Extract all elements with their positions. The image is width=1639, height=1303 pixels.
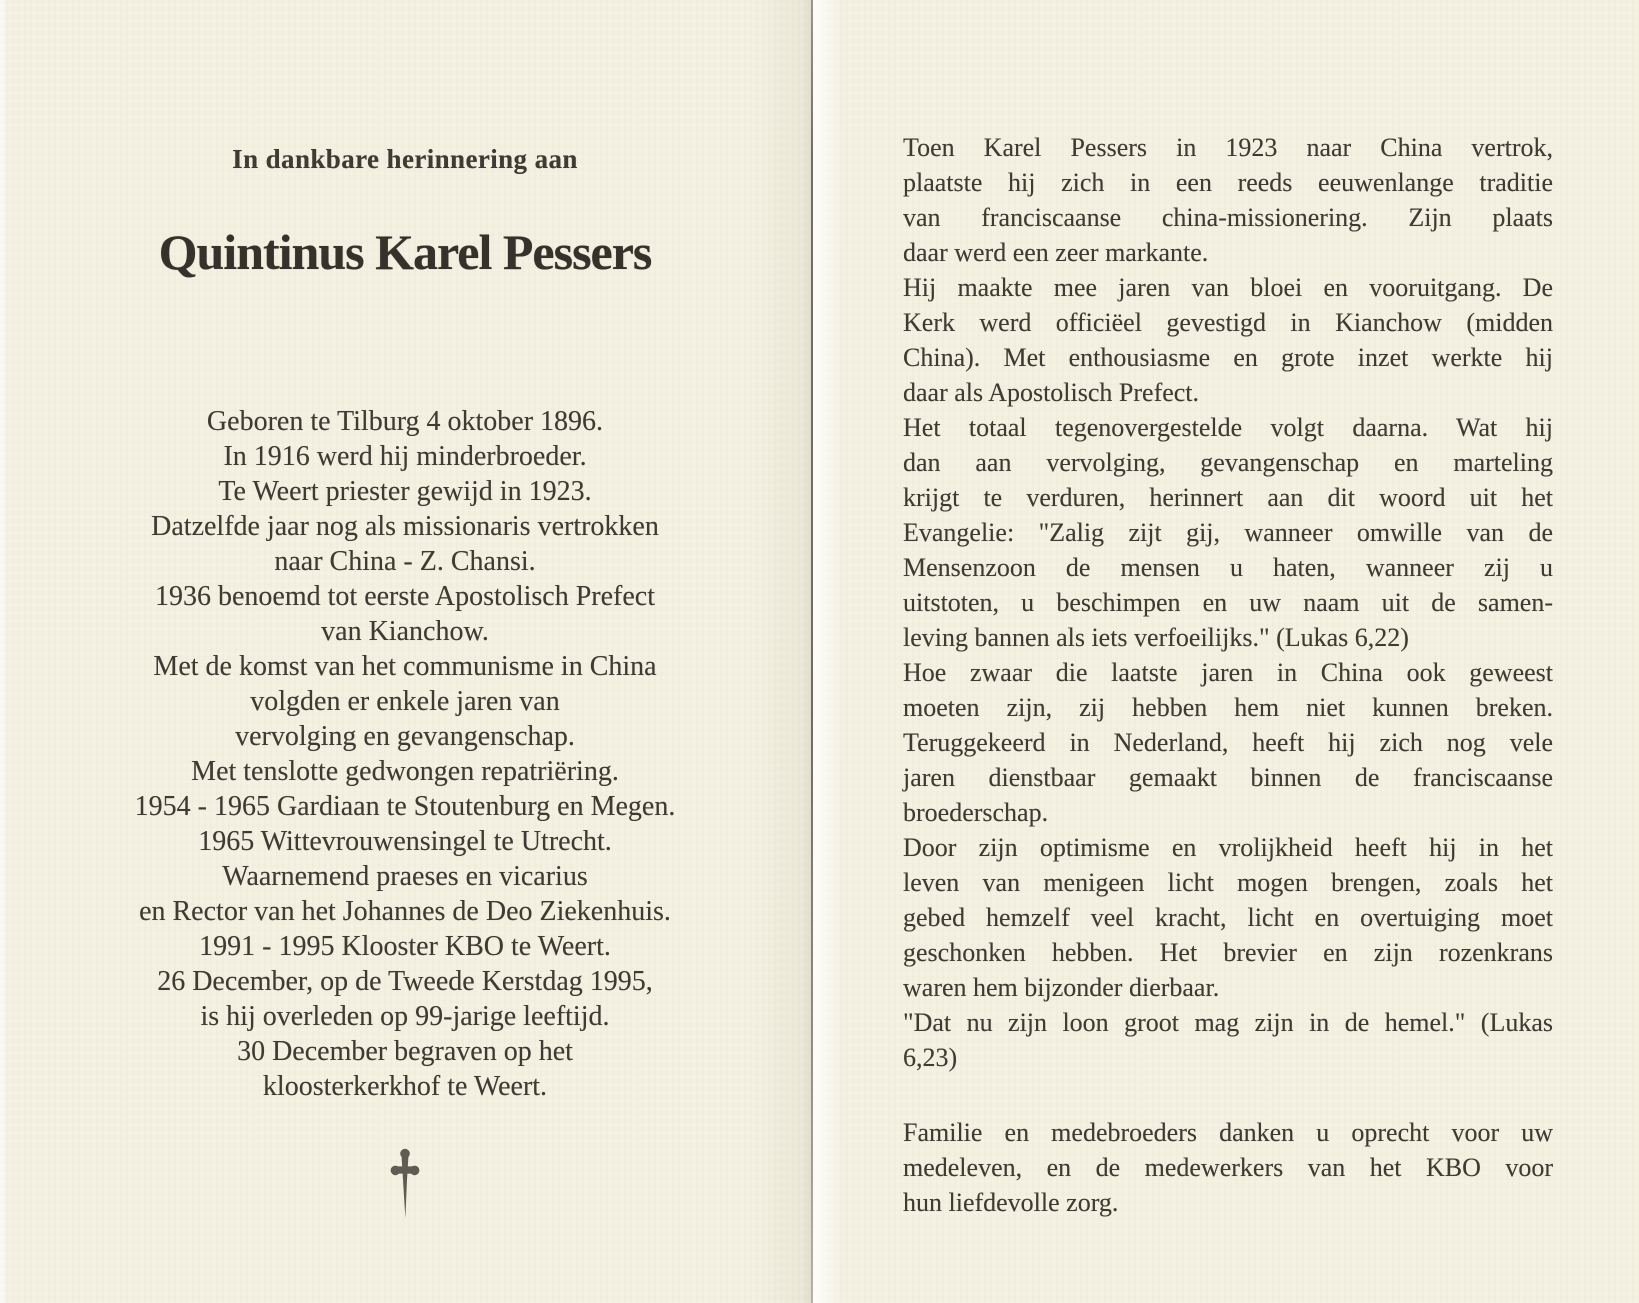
text-line: hun liefdevolle zorg. (903, 1188, 1119, 1217)
paragraph (903, 655, 1553, 830)
bio-line: 30 December begraven op het (237, 1036, 573, 1067)
text-line: uitstoten, u beschimpen en uw naam uit de samen- (903, 588, 1553, 617)
text-line: jaren dienstbaar gemaakt binnen de franciscaanse (903, 763, 1553, 792)
left-page (0, 0, 810, 1303)
text-line: krijgt te verduren, herinnert aan dit woord uit het (903, 483, 1553, 512)
text-line: moeten zijn, zij hebben hem niet kunnen breken. (903, 693, 1553, 722)
bio-line: kloosterkerkhof te Weert. (262, 1071, 548, 1102)
bio-line: vervolging en gevangenschap. (235, 721, 575, 752)
text-line: 6,23) (903, 1043, 958, 1072)
paragraph (903, 410, 1553, 655)
text-line: medeleven, en de medewerkers van het KBO voor (903, 1153, 1553, 1182)
bio-line: 1936 benoemd tot eerste Apostolisch Prefect (155, 581, 655, 612)
bio-line: volgden er enkele jaren van (250, 686, 560, 717)
bio-line: 1991 - 1995 Klooster KBO te Weert. (199, 931, 611, 962)
text-line: Familie en medebroeders danken u oprecht voor uw (903, 1118, 1553, 1147)
text-line: geschonken hebben. Het brevier en zijn rozenkrans (903, 938, 1553, 967)
biography-lines (25, 404, 785, 1104)
text-line: Teruggekeerd in Nederland, heeft hij zich nog vele (903, 728, 1553, 757)
bio-line: 1954 - 1965 Gardiaan te Stoutenburg en Megen. (134, 791, 676, 822)
bio-line: Met tenslotte gedwongen repatriëring. (191, 756, 619, 787)
paragraph (903, 1005, 1553, 1075)
text-line: Evangelie: "Zalig zijt gij, wanneer omwille van de (903, 518, 1553, 547)
cross-icon (389, 1146, 421, 1222)
memorial-text (903, 130, 1553, 1075)
text-line: Hoe zwaar die laatste jaren in China ook geweest (903, 658, 1553, 687)
paragraph (903, 270, 1553, 410)
cross-ornament (0, 1146, 810, 1227)
intro-text: In dankbare herinnering aan (232, 144, 578, 174)
text-line: daar werd een zeer markante. (903, 238, 1209, 267)
bio-line: Waarnemend praeses en vicarius (222, 861, 588, 892)
text-line: Door zijn optimisme en vrolijkheid heeft hij in het (903, 833, 1553, 862)
deceased-name: Quintinus Karel Pessers (158, 224, 652, 280)
bio-line: is hij overleden op 99-jarige leeftijd. (200, 1001, 610, 1032)
text-line: plaatste hij zich in een reeds eeuwenlange traditie (903, 168, 1553, 197)
text-line: Mensenzoon de mensen u haten, wanneer zij u (903, 553, 1553, 582)
text-line: daar als Apostolisch Prefect. (903, 378, 1200, 407)
page-edge-highlight (813, 0, 843, 1303)
text-line: gebed hemzelf veel kracht, licht en overtuiging moet (903, 903, 1553, 932)
bio-line: van Kianchow. (321, 616, 489, 647)
bio-line: 1965 Wittevrouwensingel te Utrecht. (198, 826, 612, 857)
text-line: leving bannen als iets verfoeilijks." (Lukas 6,22) (903, 623, 1409, 652)
bio-line: naar China - Z. Chansi. (274, 546, 536, 577)
paragraph (903, 130, 1553, 270)
text-line: waren hem bijzonder dierbaar. (903, 973, 1220, 1002)
text-line: van franciscaanse china-missionering. Zijn plaats (903, 203, 1553, 232)
paragraph (903, 1115, 1553, 1220)
closing-thanks (903, 1115, 1553, 1220)
paragraph (903, 830, 1553, 1005)
page-fold-shadow (752, 0, 811, 1303)
text-line: Het totaal tegenovergestelde volgt daarna. Wat hij (903, 413, 1553, 442)
bio-line: Geboren te Tilburg 4 oktober 1896. (206, 406, 604, 437)
text-line: Hij maakte mee jaren van bloei en vooruitgang. De (903, 273, 1553, 302)
text-line: Toen Karel Pessers in 1923 naar China vertrok, (903, 133, 1553, 162)
text-line: leven van menigeen licht mogen brengen, zoals het (903, 868, 1553, 897)
bio-line: en Rector van het Johannes de Deo Ziekenhuis. (139, 896, 671, 927)
text-line: Kerk werd officiëel gevestigd in Kianchow (midden (903, 308, 1553, 337)
right-page (903, 130, 1553, 1220)
bio-line: Met de komst van het communisme in China (153, 651, 657, 682)
text-line: "Dat nu zijn loon groot mag zijn in de hemel." (Lukas (903, 1008, 1553, 1037)
bio-line: Datzelfde jaar nog als missionaris vertrokken (151, 511, 659, 542)
text-line: dan aan vervolging, gevangenschap en marteling (903, 448, 1553, 477)
text-line: China). Met enthousiasme en grote inzet werkte hij (903, 343, 1553, 372)
bio-line: In 1916 werd hij minderbroeder. (223, 441, 587, 472)
text-line: broederschap. (903, 798, 1049, 827)
bio-line: Te Weert priester gewijd in 1923. (218, 476, 592, 507)
bio-line: 26 December, op de Tweede Kerstdag 1995, (157, 966, 653, 997)
